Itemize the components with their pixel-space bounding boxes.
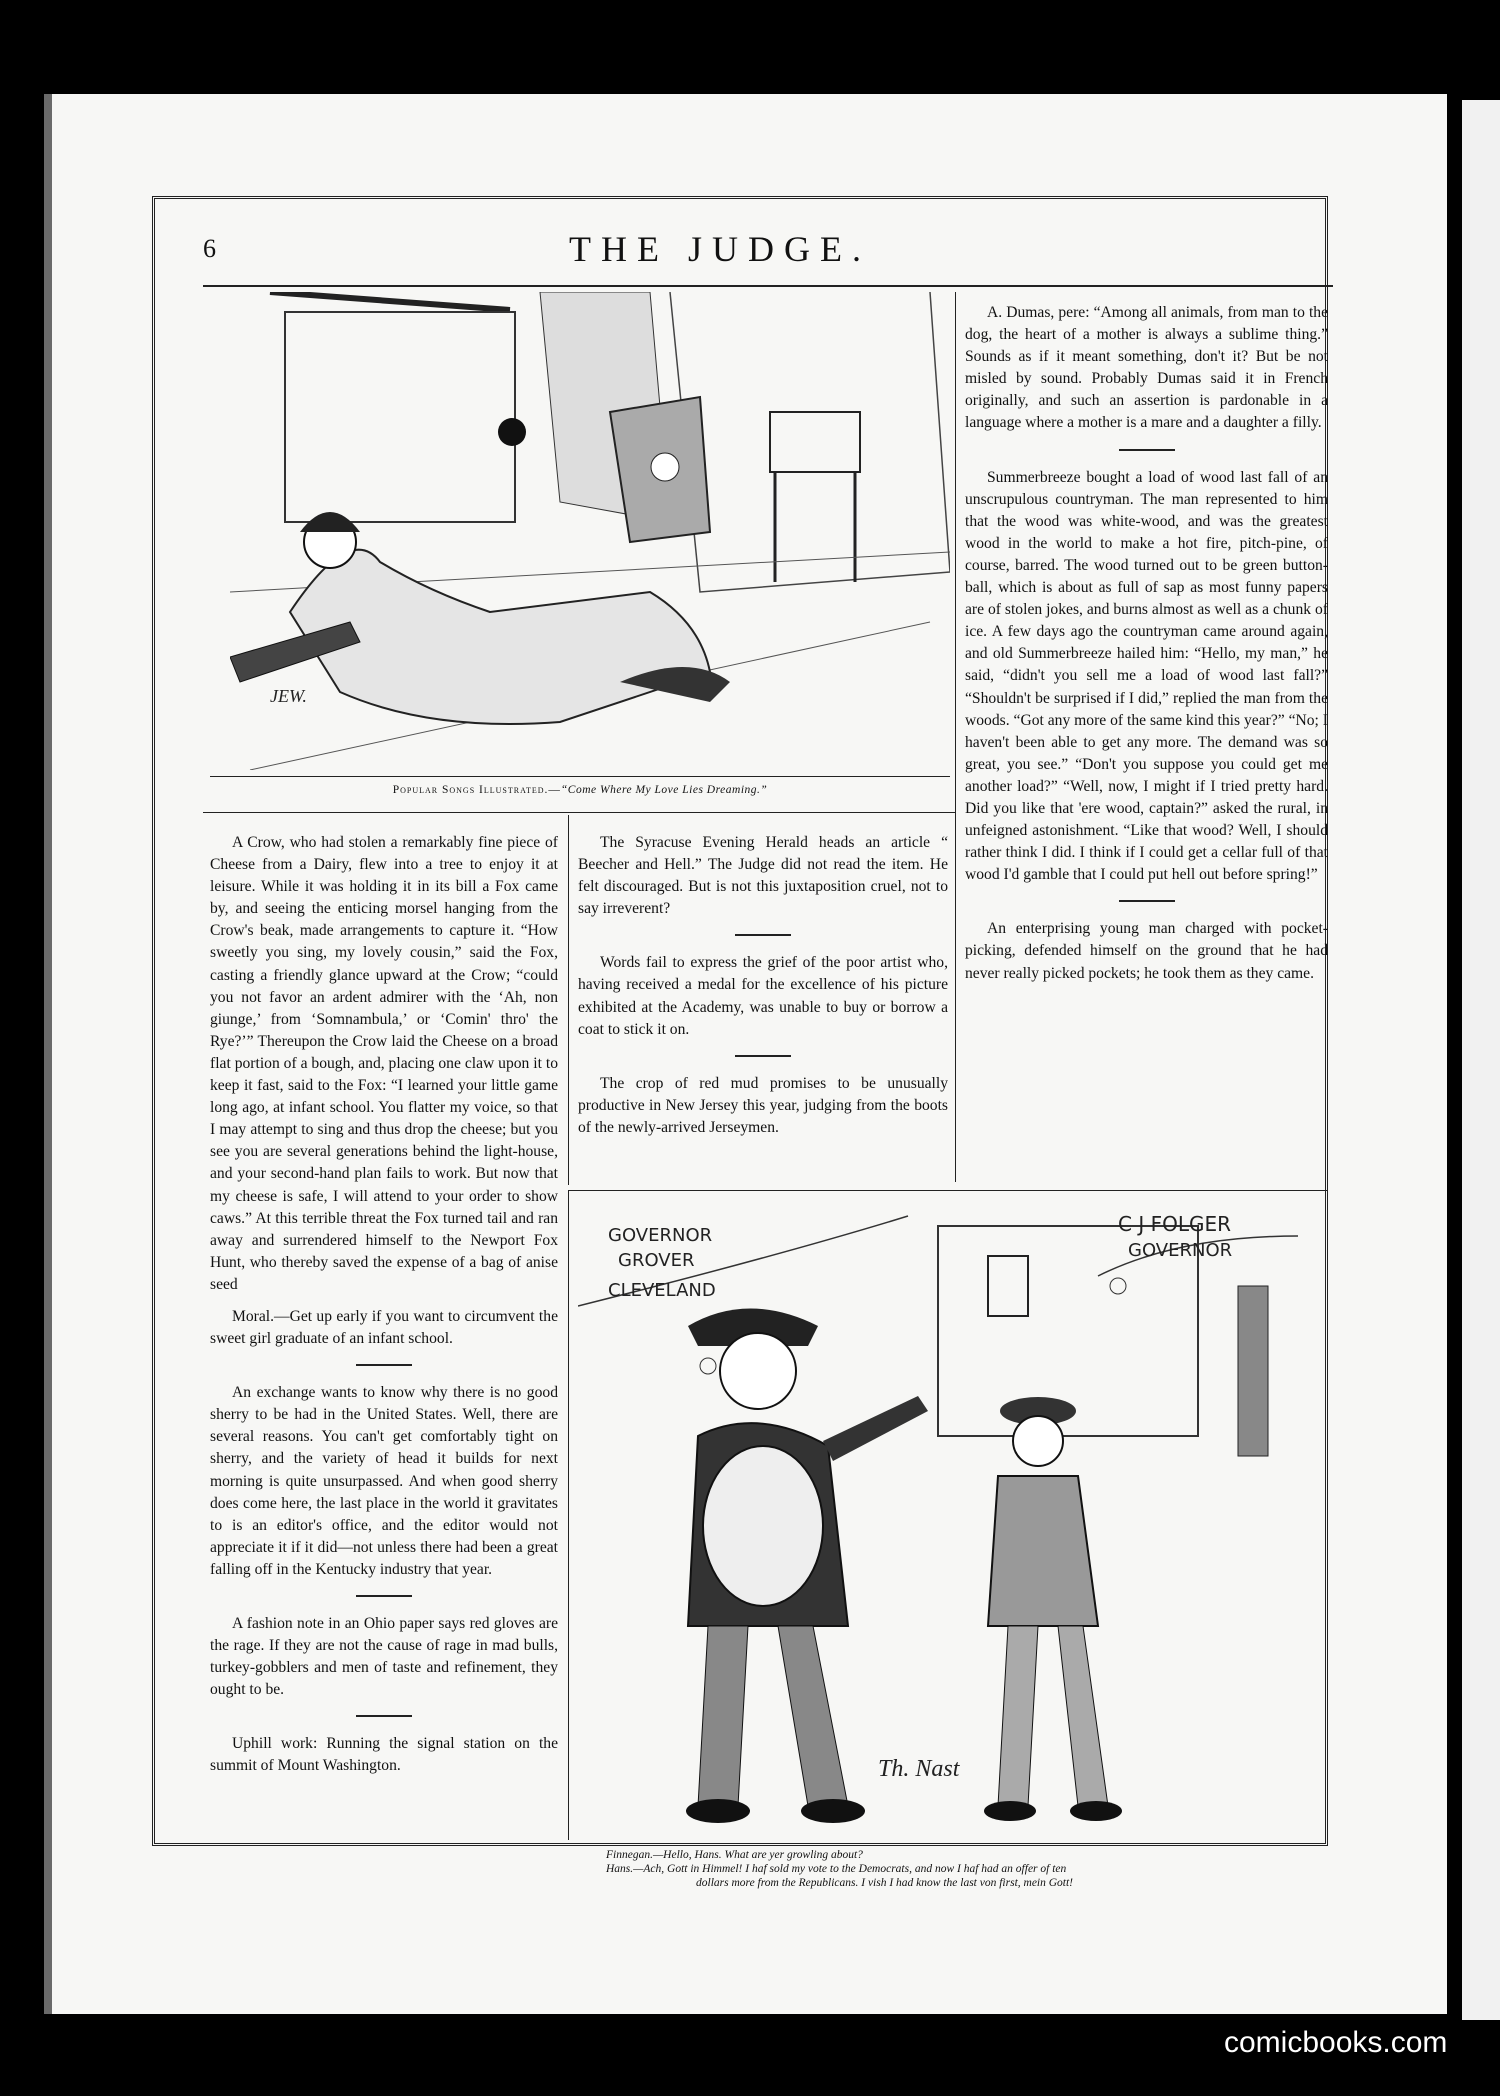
uphill-work-item: Uphill work: Running the signal station on the summit of Mount Washington. xyxy=(210,1735,558,1775)
sherry-item: An exchange wants to know why there is no good sherry to be had in the United States. Well, there are several reasons. You can't get comfortably tight on sherry, and the variety of head it builds for next morning is quite unsurpassed. And when good sherry does come here, the last place in the world it gravitates to is an editor's office, and the editor would not appreciate it if it did—not unless there had been a great falling off in the Kentucky industry that year. xyxy=(210,1384,558,1578)
summerbreeze-item: Summerbreeze bought a load of wood last fall of an unscrupulous countryman. The man represented to him that the wood was white-wood, and was the greatest wood in the world to make a hot fire, pitch-pine, of course, barred. The wood turned out to be green button-ball, which is about as full of sap as most funny papers are of stolen jokes, and burns almost as well as a chunk of ice. A few days ago the countryman came around again, and old Summerbreeze hailed him: “Hello, my man,” he said, “didn't you sell me a load of wood last fall?” “Shouldn't be surprised if I did,” replied the man from the woods. “Got any more of the same kind this year?” “No; I haven't been able to get any more. The demand was so great, you see.” “Don't you suppose you could get me another load?” “Well, now, I might if I tried pretty hard. Did you like that 'ere wood, captain?” asked the rural, in unfeigned astonishment. “Like that wood? Well, I should rather think I did. I think if I could get a cellar full of that wood I'd gamble that I could put hell out before spring!” xyxy=(965,468,1328,884)
label-governor-left: GOVERNOR xyxy=(608,1225,713,1246)
separator xyxy=(356,1364,412,1366)
column-divider-2 xyxy=(955,292,956,1182)
column-right xyxy=(965,302,1328,995)
label-cj-folger: C J FOLGER xyxy=(1118,1212,1231,1236)
label-cleveland: CLEVELAND xyxy=(608,1280,716,1301)
dumas-item: A. Dumas, pere: “Among all animals, from man to the dog, the heart of a mother is always a sublime thing.” Sounds as if it meant something, don't it? But be not misled by sound. Probably Dumas said it in French originally, and such an assertion is pardonable in a language where a mother is a mare and a daughter a filly. xyxy=(965,304,1328,432)
column-middle xyxy=(578,832,948,1149)
bottom-illustration-signature: Th. Nast xyxy=(878,1756,960,1782)
caption-finnegan-line: Finnegan.—Hello, Hans. What are yer growling about? xyxy=(606,1849,863,1861)
caption-title: “Come Where My Love Lies Dreaming.” xyxy=(560,784,768,796)
label-grover: GROVER xyxy=(618,1250,695,1271)
separator xyxy=(356,1595,412,1597)
header-rule xyxy=(203,285,1333,287)
red-mud-item: The crop of red mud promises to be unusually productive in New Jersey this year, judging from the boots of the newly-arrived Jerseymen. xyxy=(578,1074,948,1136)
syracuse-item: The Syracuse Evening Herald heads an article “ Beecher and Hell.” The Judge did not read the item. He felt discouraged. But is not this juxtaposition cruel, not to say irreverent? xyxy=(578,834,948,918)
column-divider-1 xyxy=(568,815,569,1185)
label-governor-right: GOVERNOR xyxy=(1128,1240,1233,1261)
fable-moral: Moral.—Get up early if you want to circumvent the sweet girl graduate of an infant school. xyxy=(210,1307,558,1348)
caption-prefix: Popular Songs Illustrated.— xyxy=(392,784,561,796)
adjacent-page-edge xyxy=(1462,100,1500,2020)
pickpocket-item: An enterprising young man charged with pocket-picking, defended himself on the ground that he had never really picked pockets; he took them as they came. xyxy=(965,920,1328,982)
masthead-title: THE JUDGE. xyxy=(569,229,871,269)
top-illustration-signature: JEW. xyxy=(270,686,307,706)
page-number: 6 xyxy=(203,234,216,263)
column-left xyxy=(210,832,558,1788)
separator xyxy=(735,934,791,936)
crow-fox-fable: A Crow, who had stolen a remarkably fine piece of Cheese from a Dairy, flew into a tree to enjoy it at leisure. While it was holding it in its bill a Fox came by, and seeing the enticing morsel hanging from the Crow's beak, made arrangements to capture it. “How sweetly you sing, my lovely cousin,” said the Fox, casting a friendly glance upward at the Crow; “could you not favor an ardent admirer with the ‘Ah, non giunge,’ from ‘Somnambula,’ or ‘Comin' thro' the Rye?’” Thereupon the Crow laid the Cheese on a broad flat portion of a bough, and, placing one claw upon it to keep it fast, said to the Fox: “I learned your little game long ago, at infant school. You flatter my voice, so that I may attempt to sing and thus drop the cheese; but you see you are several generations behind the light-house, and your second-hand plan fails to work. But now that my cheese is safe, I will attend to your order to show caws.” At this terrible threat the Fox turned tail and ran away and surrendered himself to the Newport Fox Hunt, who thereby saved the expense of a bag of anise seed xyxy=(210,834,558,1293)
caption-rule xyxy=(210,776,950,777)
artist-medal-item: Words fail to express the grief of the poor artist who, having received a medal for the excellence of his picture exhibited at the Academy, was unable to buy or borrow a coat to stick it on. xyxy=(578,954,948,1038)
bottom-illustration xyxy=(578,1196,1323,1841)
column-divider-3 xyxy=(568,1190,569,1840)
watermark-brand: comicbooks.com xyxy=(1224,2026,1448,2059)
bottom-illustration-caption xyxy=(606,1848,1326,1890)
top-illustration xyxy=(230,292,950,770)
caption-hans-line: Hans.—Ach, Gott in Himmel! I haf sold my vote to the Democrats, and now I haf had an offer of ten xyxy=(606,1863,1067,1875)
separator xyxy=(735,1055,791,1057)
top-illustration-caption xyxy=(210,784,950,796)
fashion-note-item: A fashion note in an Ohio paper says red gloves are the rage. If they are not the cause of rage in mad bulls, turkey-gobblers and men of taste and refinement, they ought to be. xyxy=(210,1615,558,1699)
separator xyxy=(356,1715,412,1717)
separator xyxy=(1119,900,1175,902)
caption-hans-line-cont: dollars more from the Republicans. I vish I had know the last von first, mein Gott! xyxy=(696,1877,1074,1889)
bottom-illustration-rule xyxy=(568,1190,1328,1191)
separator xyxy=(1119,449,1175,451)
body-top-rule xyxy=(203,812,955,813)
